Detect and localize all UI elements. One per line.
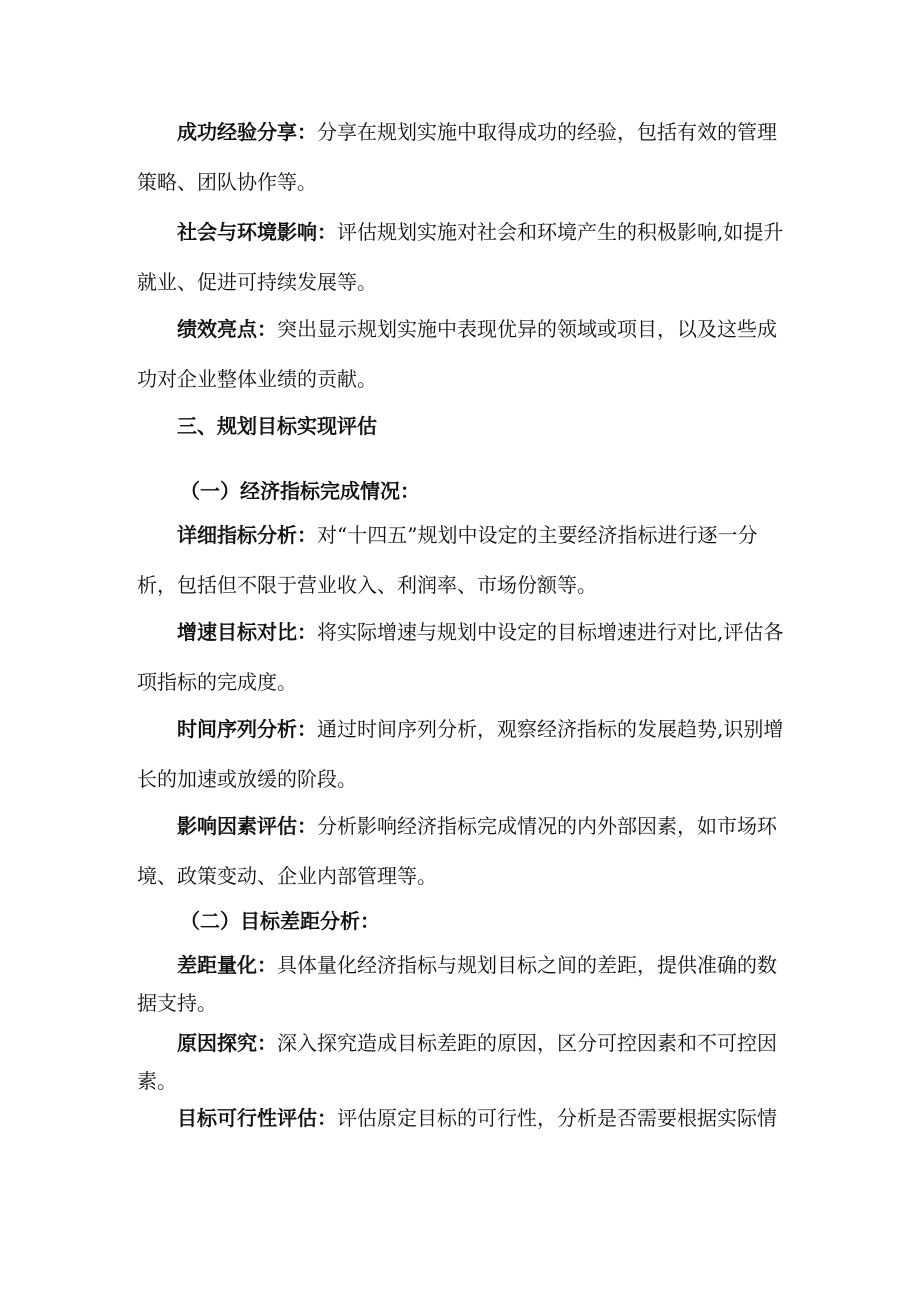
paragraph-text: 分享在规划实施中取得成功的经验，包括有效的管理 bbox=[317, 120, 777, 144]
paragraph-text: 策略、团队协作等。 bbox=[137, 170, 317, 194]
term-label: 详细指标分析： bbox=[177, 523, 317, 547]
term-label: 社会与环境影响： bbox=[177, 220, 337, 244]
paragraph-growth-comparison bbox=[137, 607, 787, 707]
term-label: 成功经验分享： bbox=[177, 120, 317, 144]
paragraph-time-series bbox=[137, 704, 787, 804]
paragraph-text: 据支持。 bbox=[137, 991, 217, 1015]
paragraph-text: 项指标的完成度。 bbox=[137, 670, 297, 694]
term-label: 时间序列分析： bbox=[177, 717, 317, 741]
term-label: 差距量化： bbox=[177, 953, 277, 977]
paragraph-text: 对“十四五”规划中设定的主要经济指标进行逐一分 bbox=[317, 523, 758, 547]
paragraph-text: 长的加速或放缓的阶段。 bbox=[137, 767, 357, 791]
paragraph-text: 就业、促进可持续发展等。 bbox=[137, 270, 377, 294]
paragraph-factor-assessment bbox=[137, 801, 787, 901]
paragraph-text: 将实际增速与规划中设定的目标增速进行对比,评估各 bbox=[317, 620, 784, 644]
term-label: 原因探究： bbox=[177, 1031, 277, 1055]
paragraph-text: 功对企业整体业绩的贡献。 bbox=[137, 367, 377, 391]
section-heading: 三、规划目标实现评估 bbox=[177, 414, 377, 438]
paragraph-performance-highlights bbox=[137, 304, 787, 404]
paragraph-social-environment bbox=[137, 207, 787, 307]
paragraph-indicator-analysis bbox=[137, 510, 787, 610]
paragraph-text: 分析影响经济指标完成情况的内外部因素，如市场环 bbox=[317, 814, 777, 838]
paragraph-text: 析，包括但不限于营业收入、利润率、市场份额等。 bbox=[137, 573, 597, 597]
paragraph-text: 具体量化经济指标与规划目标之间的差距，提供准确的数 bbox=[277, 953, 777, 977]
paragraph-text: 通过时间序列分析，观察经济指标的发展趋势,识别增 bbox=[317, 717, 784, 741]
term-label: 增速目标对比： bbox=[177, 620, 317, 644]
paragraph-text: 深入探究造成目标差距的原因，区分可控因素和不可控因 bbox=[277, 1031, 777, 1055]
paragraph-success-experience bbox=[137, 107, 787, 207]
term-label: 目标可行性评估： bbox=[177, 1106, 337, 1130]
paragraph-feasibility-assessment bbox=[137, 1093, 787, 1143]
subsection-heading: （二）目标差距分析： bbox=[180, 909, 380, 933]
paragraph-text: 评估原定目标的可行性，分析是否需要根据实际情 bbox=[337, 1106, 777, 1130]
term-label: 影响因素评估： bbox=[177, 814, 317, 838]
paragraph-text: 突出显示规划实施中表现优异的领域或项目，以及这些成 bbox=[277, 317, 777, 341]
paragraph-cause-exploration bbox=[137, 1024, 787, 1100]
paragraph-text: 评估规划实施对社会和环境产生的积极影响,如提升 bbox=[337, 220, 784, 244]
paragraph-text: 素。 bbox=[137, 1069, 177, 1093]
subsection-heading: （一）经济指标完成情况： bbox=[180, 479, 420, 503]
paragraph-gap-quantification bbox=[137, 946, 787, 1022]
term-label: 绩效亮点： bbox=[177, 317, 277, 341]
paragraph-text: 境、政策变动、企业内部管理等。 bbox=[137, 864, 437, 888]
